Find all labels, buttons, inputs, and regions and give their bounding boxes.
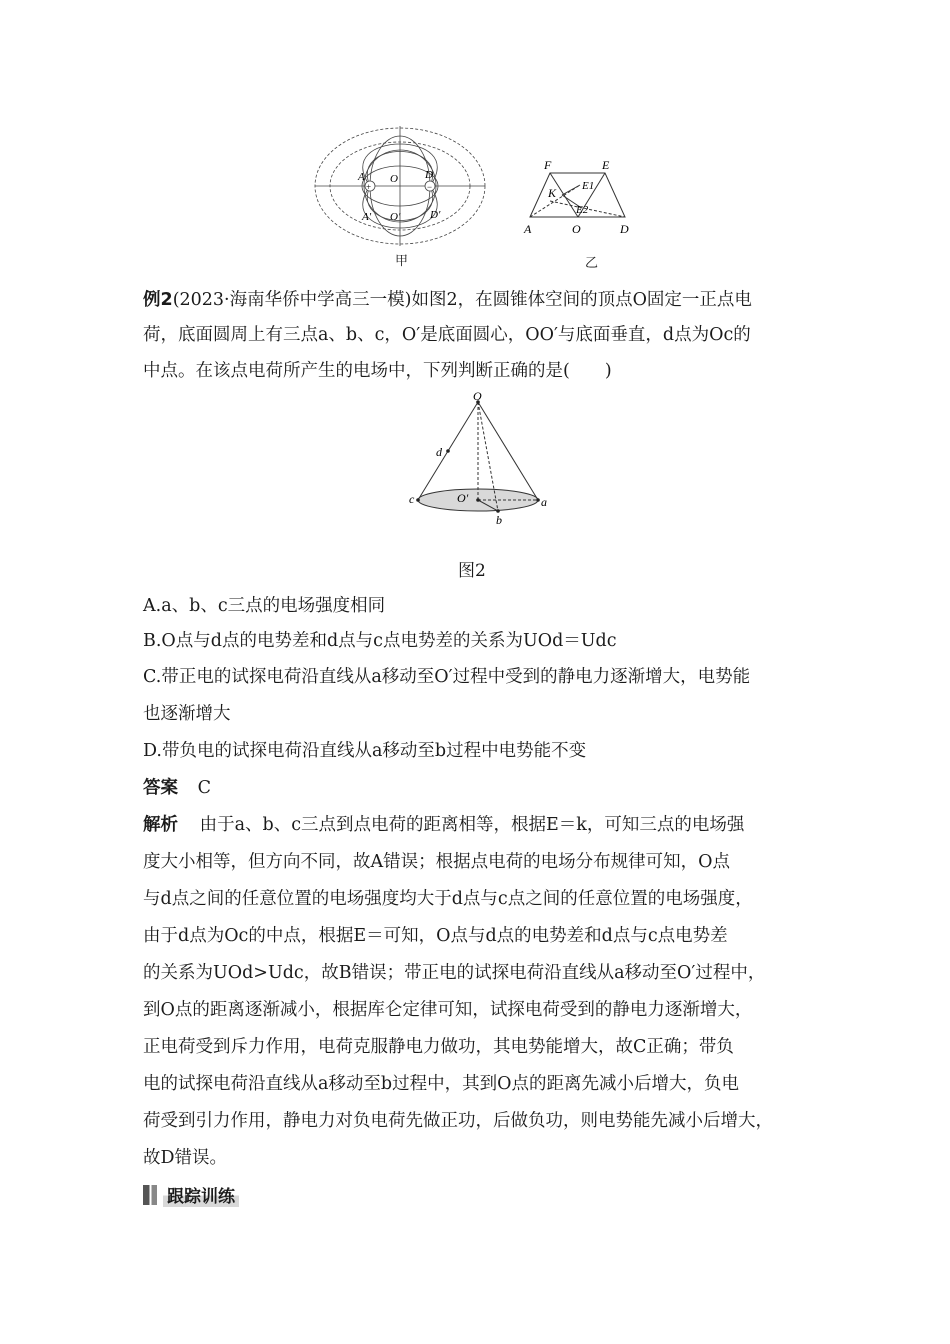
yi-label-e: E — [602, 158, 610, 172]
figure-yi-caption: 乙 — [585, 256, 599, 271]
option-c-line-1: C.带正电的试探电荷沿直线从a移动至O′过程中受到的静电力逐渐增大，电势能 — [143, 667, 751, 687]
analysis-line-7: 正电荷受到斥力作用，电荷克服静电力做功，其电势能增大，故C正确；带负 — [143, 1037, 734, 1057]
jia-label-o-prime: O′ — [390, 211, 401, 223]
yi-label-f: F — [544, 158, 552, 172]
jia-label-d-prime: D′ — [430, 209, 441, 221]
jia-label-d: D — [425, 169, 433, 181]
example-line-2: 荷，底面圆周上有三点a、b、c，O′是底面圆心，OO′与底面垂直，d点为Oc的 — [143, 325, 751, 345]
section-heading — [143, 1182, 239, 1207]
example-line-3: 中点。在该点电荷所产生的电场中，下列判断正确的是( ) — [143, 361, 612, 381]
option-b: B.O点与d点的电势差和d点与c点电势差的关系为UOd＝Udc — [143, 631, 617, 651]
analysis-line-5: 的关系为UOd>Udc，故B错误；带正电的试探电荷沿直线从a移动至O′过程中， — [143, 963, 766, 983]
figure-2-caption: 图2 — [458, 561, 486, 581]
yi-label-e2: E2 — [576, 204, 589, 216]
answer-label: 答案 — [143, 778, 178, 798]
analysis-line-4: 由于d点为Oc的中点，根据E＝可知，O点与d点的电势差和d点与c点电势差 — [143, 926, 728, 946]
option-a: A.a、b、c三点的电场强度相同 — [143, 596, 386, 616]
fig2-label-o: O — [473, 390, 482, 403]
yi-label-e1: E1 — [582, 180, 595, 192]
analysis-line-9: 荷受到引力作用，静电力对负电荷先做正功，后做负功，则电势能先减小后增大， — [143, 1111, 773, 1131]
figure-yi-trapezoid — [520, 155, 640, 245]
figure-jia-caption: 甲 — [395, 254, 409, 269]
yi-label-d: D — [620, 222, 629, 236]
jia-label-a-prime: A′ — [362, 211, 372, 223]
analysis-line-1 — [143, 813, 744, 837]
jia-label-a: A — [358, 171, 365, 183]
analysis-line-2: 度大小相等，但方向不同，故A错误；根据点电荷的电场分布规律可知，O点 — [143, 852, 730, 872]
figure-jia-dipole — [310, 120, 490, 250]
answer-row — [143, 776, 211, 800]
section-marker-icon — [143, 1185, 157, 1205]
fig2-label-c: c — [409, 492, 415, 506]
analysis-line-10: 故D错误。 — [143, 1148, 228, 1168]
analysis-label: 解析 — [143, 815, 178, 835]
example-lead: 例2 — [143, 290, 173, 310]
yi-label-k: K — [548, 186, 557, 200]
analysis-line-8: 电的试探电荷沿直线从a移动至b过程中，其到O点的距离先减小后增大，负电 — [143, 1074, 739, 1094]
analysis-line-6: 到O点的距离逐渐减小，根据库仑定律可知，试探电荷受到的静电力逐渐增大， — [143, 1000, 753, 1020]
svg-text:+: + — [366, 182, 372, 192]
jia-label-o: O — [390, 173, 398, 185]
option-c-line-2: 也逐渐增大 — [143, 704, 231, 724]
svg-text:−: − — [427, 182, 433, 192]
fig2-label-a: a — [541, 495, 547, 509]
example-line-1-text: (2023·海南华侨中学高三一模)如图2，在圆锥体空间的顶点O固定一正点电 — [172, 290, 752, 310]
fig2-label-b: b — [496, 513, 502, 527]
yi-label-o: O — [572, 222, 581, 236]
yi-label-a: A — [524, 222, 532, 236]
analysis-text-1: 由于a、b、c三点到点电荷的距离相等，根据E＝k，可知三点的电场强 — [199, 815, 745, 835]
example-line-1 — [143, 288, 752, 312]
section-title: 跟踪训练 — [163, 1182, 239, 1207]
answer-value: C — [197, 778, 211, 798]
figure-2-cone — [405, 390, 555, 530]
analysis-line-3: 与d点之间的任意位置的电场强度均大于d点与c点之间的任意位置的电场强度， — [143, 889, 753, 909]
option-d: D.带负电的试探电荷沿直线从a移动至b过程中电势能不变 — [143, 741, 587, 761]
fig2-label-o-prime: O′ — [457, 491, 469, 505]
fig2-label-d: d — [436, 445, 442, 459]
